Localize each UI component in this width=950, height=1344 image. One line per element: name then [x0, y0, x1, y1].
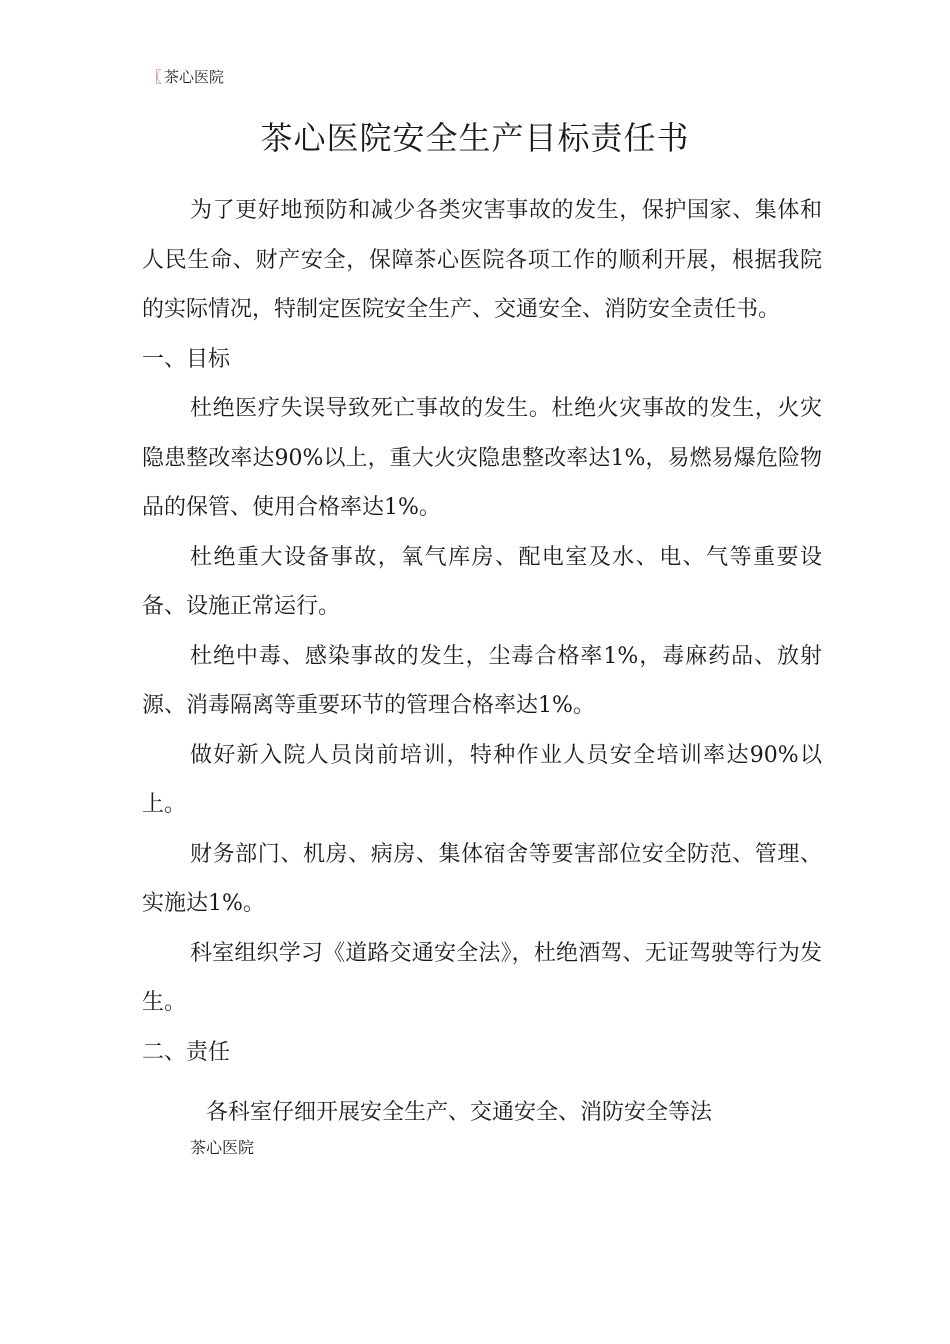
intro-paragraph: 为了更好地预防和减少各类灾害事故的发生，保护国家、集体和人民生命、财产安全，保障茶心医院各项工作的顺利开展，根据我院的实际情况，特制定医院安全生产、交通安全、消防安全责任书。 [142, 198, 822, 322]
page-footer-org-name: 茶心医院 [190, 1138, 255, 1157]
responsibility-text-line: 各科室仔细开展安全生产、交通安全、消防安全等法 [206, 1100, 713, 1125]
goal-paragraph-training: 做好新入院人员岗前培训，特种作业人员安全培训率达90%以上。 [142, 742, 822, 817]
section-heading-goals: 一、目标 [142, 346, 231, 372]
header-bracket: 〖 [147, 68, 163, 86]
document-title: 茶心医院安全生产目标责任书 [260, 119, 690, 157]
goal-paragraph-traffic: 科室组织学习《道路交通安全法》，杜绝酒驾、无证驾驶等行为发生。 [142, 940, 822, 1015]
page-header [147, 66, 224, 88]
goal-paragraph-infection: 杜绝中毒、感染事故的发生，尘毒合格率1%，毒麻药品、放射源、消毒隔离等重要环节的管理合格率达1%。 [142, 643, 822, 718]
document-body [142, 186, 822, 1077]
goal-paragraph-security: 财务部门、机房、病房、集体宿舍等要害部位安全防范、管理、实施达1%。 [142, 841, 822, 916]
goal-paragraph-fire: 杜绝医疗失误导致死亡事故的发生。杜绝火灾事故的发生，火灾隐患整改率达90%以上，重大火灾隐患整改率达1%，易燃易爆危险物品的保管、使用合格率达1%。 [142, 396, 822, 520]
header-org-name: 茶心医院 [164, 68, 225, 86]
section-heading-responsibility: 二、责任 [142, 1039, 231, 1065]
goal-paragraph-equipment: 杜绝重大设备事故，氧气库房、配电室及水、电、气等重要设备、设施正常运行。 [142, 544, 822, 619]
